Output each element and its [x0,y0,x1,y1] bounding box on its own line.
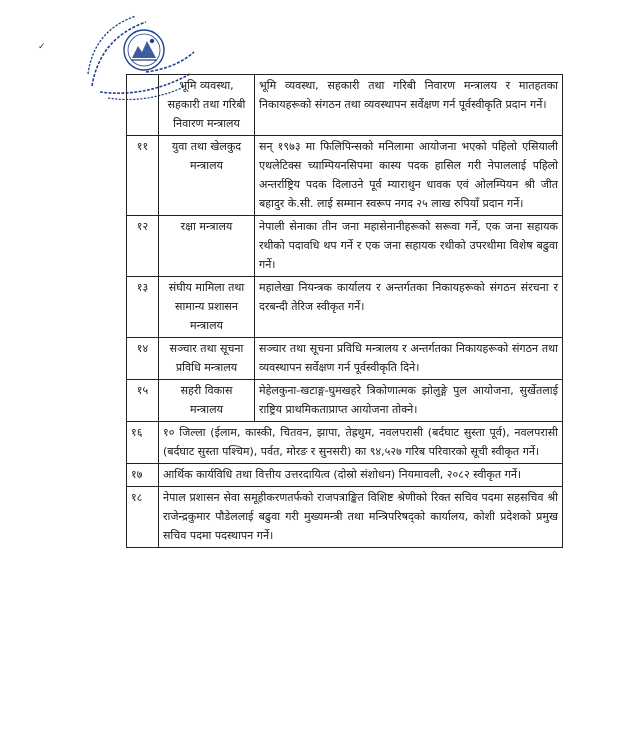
ministry-cell: युवा तथा खेलकुद मन्त्रालय [159,136,255,216]
cabinet-decisions-table [126,74,563,548]
table-row [127,216,563,277]
decision-cell: मेहेलकुना-खटाङ्ग-घुमखहरे त्रिकोणात्मक झोलुङ्गे पुल आयोजना, सुर्खेतलाई राष्ट्रिय प्राथमिकताप्राप्त आयोजना तोक्ने। [255,380,563,422]
table-row [127,136,563,216]
decision-cell: नेपाली सेनाका तीन जना महासेनानीहरूको सरूवा गर्ने, एक जना सहायक रथीको पदावधि थप गर्ने र एक जना सहायक रथीको उपरथीमा विशेष बढुवा गर्ने। [255,216,563,277]
table-row [127,487,563,548]
table-row [127,338,563,380]
table-row [127,277,563,338]
ministry-cell: सहरी विकास मन्त्रालय [159,380,255,422]
row-number [127,75,159,136]
ministry-cell: रक्षा मन्त्रालय [159,216,255,277]
decision-cell-full: १० जिल्ला (ईलाम, कास्की, चितवन, झापा, तेह्रथुम, नवलपरासी (बर्दघाट सुस्ता पूर्व), नवलपरासी (बर्दघाट सुस्ता पश्चिम), पर्वत, मोरङ र सुनसरी) का ९४,५२७ गरिब परिवारको सूची स्वीकृत गर्ने। [159,422,563,464]
decision-cell: सन् १९७३ मा फिलिपिन्सको मनिलामा आयोजना भएको पहिलो एसियाली एथलेटिक्स च्याम्पियनसिपमा कास्य पदक हासिल गरी नेपाललाई पहिलो अन्तर्राष्ट्रिय पदक दिलाउने पूर्व म्याराथुन धावक एवं ओलम्पियन श्री जीत बहादुर के.सी. लाई सम्मान स्वरूप नगद २५ लाख रुपियाँ प्रदान गर्ने। [255,136,563,216]
decision-cell-full: आर्थिक कार्यविधि तथा वित्तीय उत्तरदायित्व (दोस्रो संशोधन) नियमावली, २०८२ स्वीकृत गर्ने। [159,464,563,487]
decision-cell-full: नेपाल प्रशासन सेवा समूहीकरणतर्फको राजपत्राङ्कित विशिष्ट श्रेणीको रिक्त सचिव पदमा सहसचिव श्री राजेन्द्रकुमार पौडेललाई बढुवा गरी मुख्यमन्त्री तथा मन्त्रिपरिषद्को कार्यालय, कोशी प्रदेशको प्रमुख सचिव पदमा पदस्थापन गर्ने। [159,487,563,548]
table-row [127,75,563,136]
row-number: १५ [127,380,159,422]
row-number: १७ [127,464,159,487]
decision-cell: सञ्चार तथा सूचना प्रविधि मन्त्रालय र अन्तर्गतका निकायहरूको संगठन तथा व्यवस्थापन सर्वेक्षण गर्न पूर्वस्वीकृति दिने। [255,338,563,380]
decision-cell: महालेखा नियन्त्रक कार्यालय र अन्तर्गतका निकायहरूको संगठन संरचना र दरबन्दी तेरिज स्वीकृत गर्ने। [255,277,563,338]
table-row [127,464,563,487]
row-number: १२ [127,216,159,277]
ministry-cell: संघीय मामिला तथा सामान्य प्रशासन मन्त्रालय [159,277,255,338]
table-row [127,380,563,422]
ministry-cell: सञ्चार तथा सूचना प्रविधि मन्त्रालय [159,338,255,380]
decision-cell: भूमि व्यवस्था, सहकारी तथा गरिबी निवारण मन्त्रालय र मातहतका निकायहरूको संगठन तथा व्यवस्थापन सर्वेक्षण गर्न पूर्वस्वीकृति प्रदान गर्ने। [255,75,563,136]
table-row [127,422,563,464]
row-number: १६ [127,422,159,464]
margin-tick-mark: ✓ [38,42,46,52]
row-number: १८ [127,487,159,548]
row-number: १३ [127,277,159,338]
row-number: ११ [127,136,159,216]
row-number: १४ [127,338,159,380]
ministry-cell: भूमि व्यवस्था, सहकारी तथा गरिबी निवारण मन्त्रालय [159,75,255,136]
